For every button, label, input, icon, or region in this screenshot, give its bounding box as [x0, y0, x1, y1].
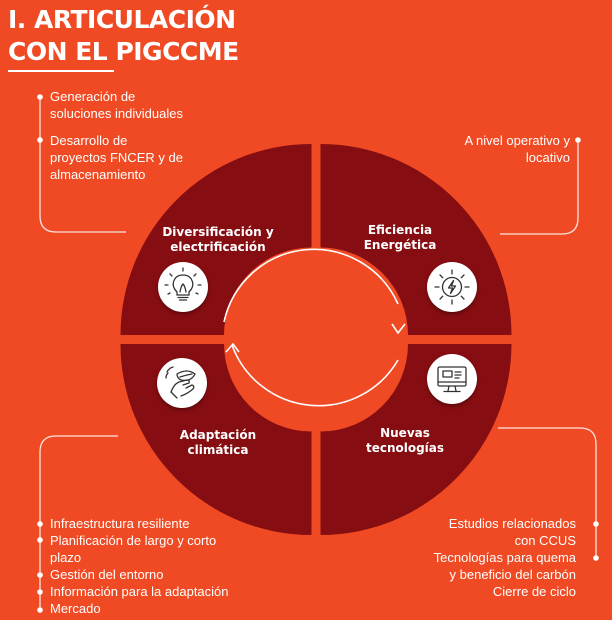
list-top-right: [464, 132, 570, 166]
label-eficiencia: Eficiencia Energética: [363, 223, 437, 252]
label-nuevas-tecnologias: Nuevas tecnologías: [365, 426, 445, 455]
list-item: Estudios relacionados con CCUS: [448, 516, 576, 548]
list-bottom-left: [50, 515, 229, 617]
computer-monitor-icon: [427, 354, 477, 404]
ring: [121, 144, 512, 535]
list-item: Gestión del entorno: [50, 567, 164, 582]
label-adaptacion: Adaptación climática: [179, 428, 257, 457]
list-item: Planificación de largo y corto plazo: [50, 533, 217, 565]
title-line-2: CON EL PIGCCME: [8, 37, 239, 66]
list-item: Generación de soluciones individuales: [50, 89, 183, 121]
cycle-arc-lower: [232, 345, 398, 406]
lightning-bolt-icon: [427, 262, 477, 312]
list-item: Tecnologías para quema y beneficio del carbón: [433, 550, 576, 582]
list-item: Información para la adaptación: [50, 584, 229, 599]
hand-holding-leaf-icon: [157, 358, 207, 408]
arrow-head-right-icon: [392, 324, 405, 333]
list-bottom-right: [434, 515, 576, 600]
cycle-arrows: [224, 249, 405, 405]
list-top-left: [50, 88, 183, 183]
list-item: Infraestructura resiliente: [50, 516, 190, 531]
label-diversificacion: Diversificación y electrificación: [162, 225, 274, 254]
title-line-1: I. ARTICULACIÓN: [8, 5, 236, 34]
list-item: A nivel operativo y locativo: [464, 133, 570, 165]
list-item: Mercado: [50, 601, 101, 616]
lightbulb-icon: [158, 262, 208, 312]
list-item: Cierre de ciclo: [492, 584, 576, 599]
list-item: Desarrollo de proyectos FNCER y de almacenamiento: [50, 133, 183, 182]
